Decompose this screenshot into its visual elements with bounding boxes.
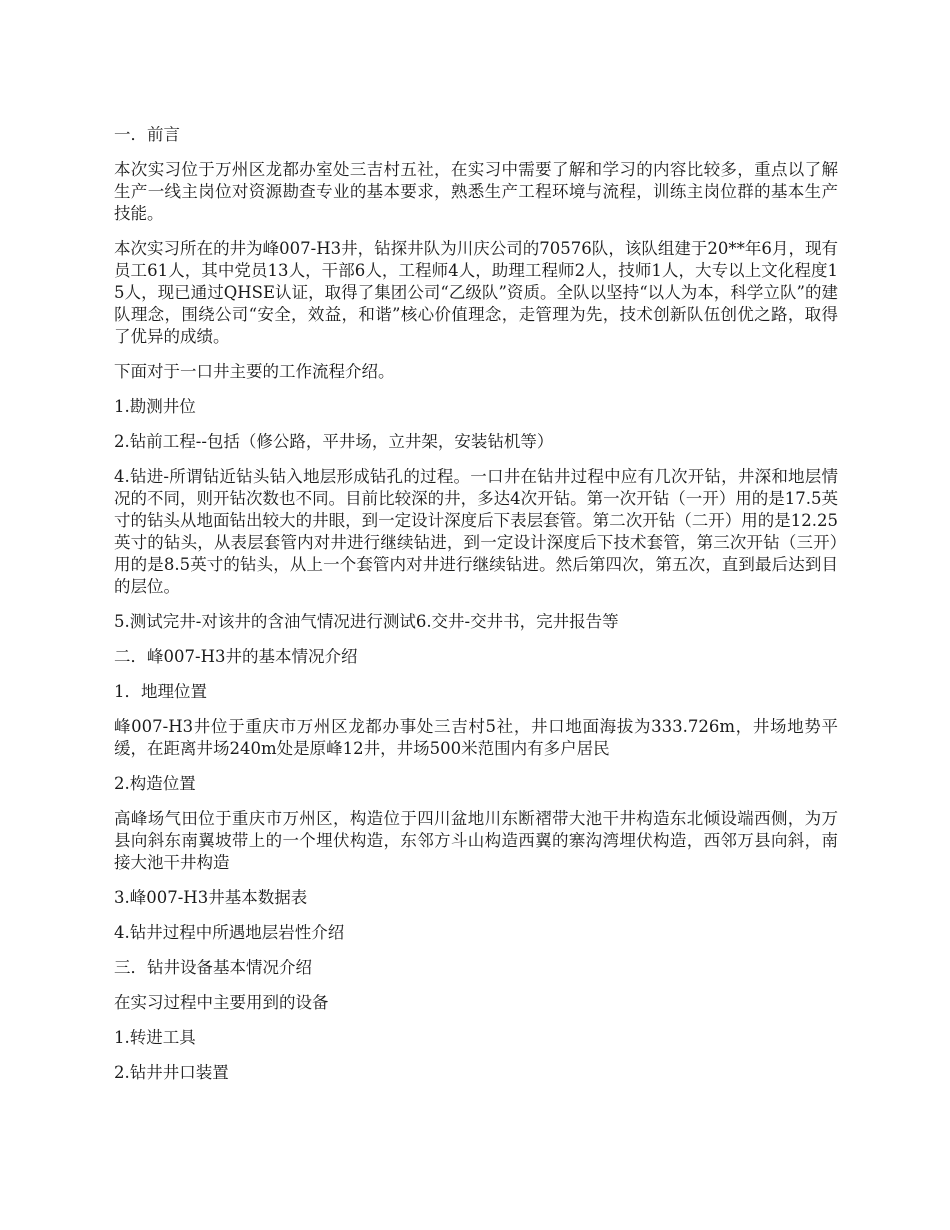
paragraph-workflow-intro: 下面对于一口井主要的工作流程介绍。 — [114, 362, 395, 381]
paragraph-intro: 本次实习位于万州区龙都办室处三吉村五社，在实习中需要了解和学习的内容比较多，重点以了解生产一线主岗位对资源勘查专业的基本要求，熟悉生产工程环境与流程，训练主岗位群的基本生产技能。 — [114, 160, 838, 223]
section-heading-preface: 一．前言 — [114, 125, 180, 144]
section-heading-equipment: 三．钻井设备基本情况介绍 — [114, 958, 312, 977]
list-item-survey: 1.勘测井位 — [114, 397, 196, 416]
paragraph-equipment-intro: 在实习过程中主要用到的设备 — [114, 993, 329, 1012]
subheading-data-table: 3.峰007-H3井基本数据表 — [114, 888, 308, 907]
section-heading-well-info: 二．峰007-H3井的基本情况介绍 — [114, 647, 358, 666]
list-item-wellhead-device: 2.钻井井口装置 — [114, 1063, 229, 1082]
list-item-testing-handover: 5.测试完井-对该井的含油气情况进行测试6.交井-交井书，完井报告等 — [114, 612, 619, 631]
subheading-structure: 2.构造位置 — [114, 774, 196, 793]
list-item-drilling: 4.钻进-所谓钻近钻头钻入地层形成钻孔的过程。一口井在钻井过程中应有几次开钻，井深和地层情况的不同，则开钻次数也不同。目前比较深的井，多达4次开钻。第一次开钻（一开）用的是17.5英寸的钻头从地面钻出较大的井眼，到一定设计深度后下表层套管。第二次开钻（二开）用的是12.25英寸的钻头，从表层套管内对井进行继续钻进，到一定设计深度后下技术套管，第三次开钻（三开）用的是8.5英寸的钻头，从上一个套管内对井进行继续钻进。然后第四次，第五次，直到最后达到目的层位。 — [114, 467, 838, 596]
list-item-drilling-tools: 1.转进工具 — [114, 1028, 196, 1047]
list-item-pre-drilling: 2.钻前工程--包括（修公路，平井场，立井架，安装钻机等） — [114, 432, 554, 451]
paragraph-structure: 高峰场气田位于重庆市万州区，构造位于四川盆地川东断褶带大池干井构造东北倾设端西侧，为万县向斜东南翼坡带上的一个埋伏构造，东邻方斗山构造西翼的寨沟湾埋伏构造，西邻万县向斜，南接大池干井构造 — [114, 809, 838, 872]
paragraph-geo-location: 峰007-H3井位于重庆市万州区龙都办事处三吉村5社，井口地面海拔为333.726m，井场地势平缓，在距离井场240m处是原峰12井，井场500米范围内有多户居民 — [114, 717, 838, 758]
document-page — [114, 124, 838, 1097]
subheading-geo-location: 1．地理位置 — [114, 682, 207, 701]
paragraph-well-team: 本次实习所在的井为峰007-H3井，钻探井队为川庆公司的70576队，该队组建于20**年6月，现有员工61人，其中党员13人，干部6人，工程师4人，助理工程师2人，技师1人，大专以上文化程度15人，现已通过QHSE认证，取得了集团公司“乙级队”资质。全队以坚持“以人为本，科学立队”的建队理念，围绕公司“安全，效益，和谐”核心价值理念，走管理为先，技术创新队伍创优之路，取得了优异的成绩。 — [114, 239, 838, 346]
subheading-lithology: 4.钻井过程中所遇地层岩性介绍 — [114, 923, 345, 942]
